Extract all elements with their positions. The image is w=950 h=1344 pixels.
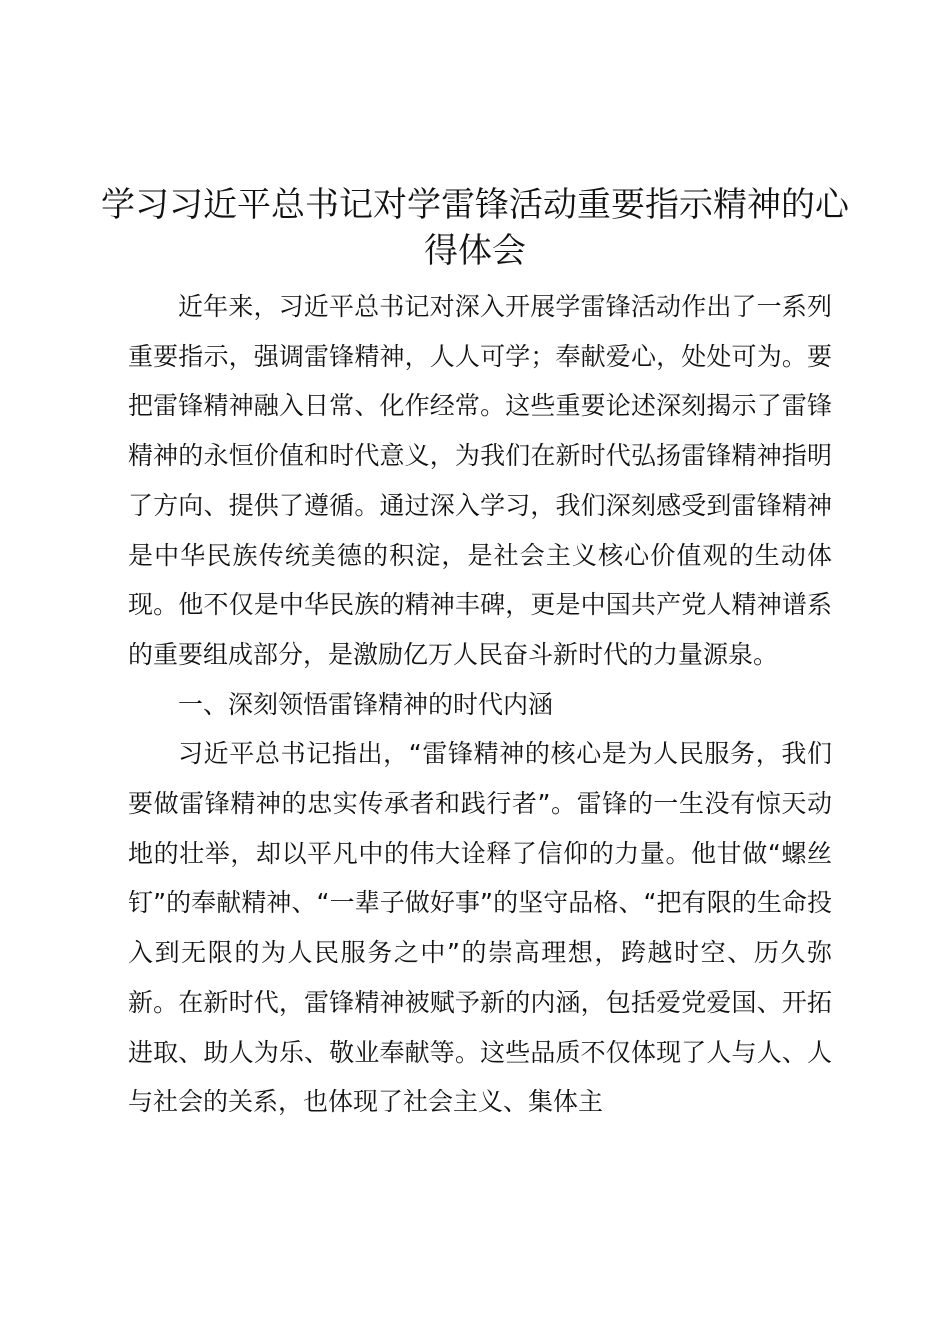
document-body: [128, 282, 832, 1127]
intro-paragraph: 近年来，习近平总书记对深入开展学雷锋活动作出了一系列重要指示，强调雷锋精神，人人可学；奉献爱心，处处可为。要把雷锋精神融入日常、化作经常。这些重要论述深刻揭示了雷锋精神的永恒价值和时代意义，为我们在新时代弘扬雷锋精神指明了方向、提供了遵循。通过深入学习，我们深刻感受到雷锋精神是中华民族传统美德的积淀，是社会主义核心价值观的生动体现。他不仅是中华民族的精神丰碑，更是中国共产党人精神谱系的重要组成部分，是激励亿万人民奋斗新时代的力量源泉。: [128, 292, 832, 669]
document-title: 学习习近平总书记对学雷锋活动重要指示精神的心得体会: [101, 185, 849, 271]
section-paragraph: 习近平总书记指出，“雷锋精神的核心是为人民服务，我们要做雷锋精神的忠实传承者和践行者”。雷锋的一生没有惊天动地的壮举，却以平凡中的伟大诠释了信仰的力量。他甘做“螺丝钉”的奉献精神、“一辈子做好事”的坚守品格、“把有限的生命投入到无限的为人民服务之中”的崇高理想，跨越时空、历久弥新。在新时代，雷锋精神被赋予新的内涵，包括爱党爱国、开拓进取、助人为乐、敬业奉献等。这些品质不仅体现了人与人、人与社会的关系，也体现了社会主义、集体主: [128, 739, 832, 1117]
section-heading: 一、深刻领悟雷锋精神的时代内涵: [178, 689, 554, 719]
